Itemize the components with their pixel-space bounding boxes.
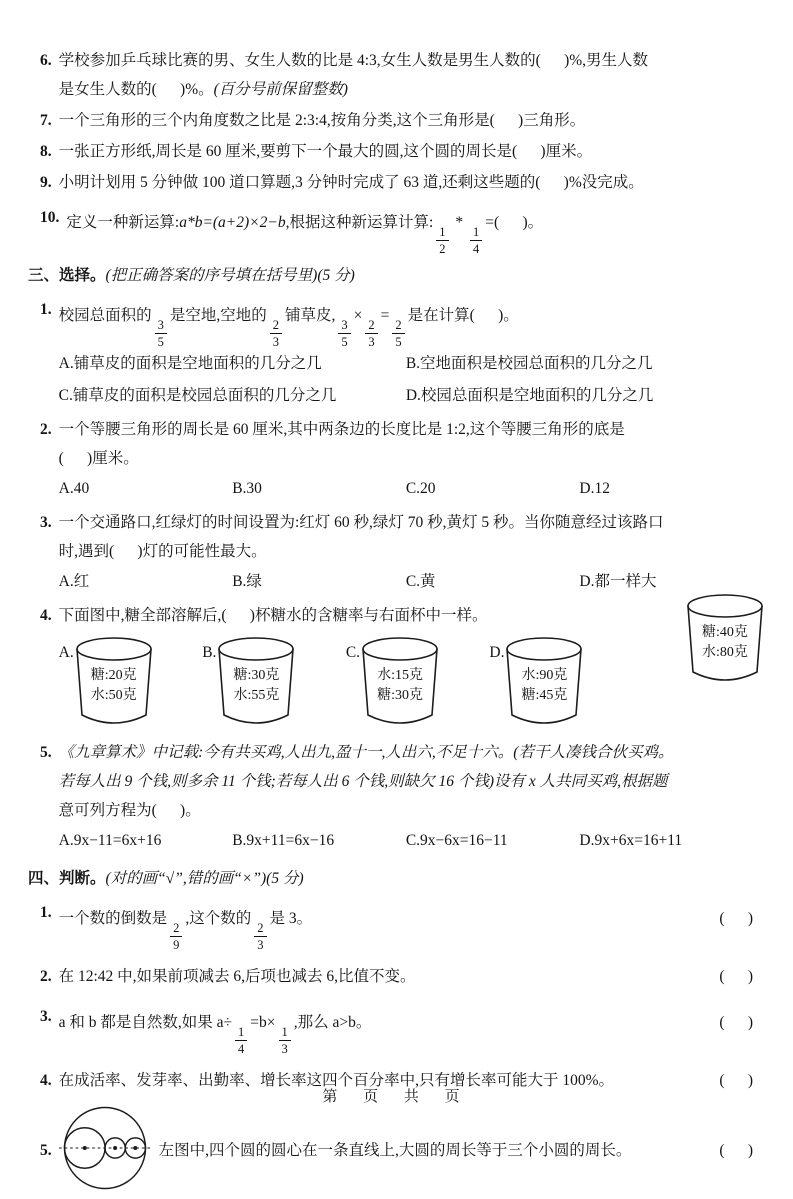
option-c: C.9x−6x=16−11: [405, 832, 508, 849]
math-expression: a*b=(a+2)×2−b: [179, 214, 286, 231]
judge-question-1: [40, 898, 753, 951]
answer-bracket: ( ): [719, 1072, 753, 1089]
question-number: 8.: [40, 143, 52, 160]
choice-question-4: [40, 601, 753, 734]
question-text: 学校参加乒乓球比赛的男、女生人数的比是 4:3,女生人数是男生人数的( )%,男生人数: [58, 52, 649, 69]
question-text: 一个数的倒数是 $\frac{2}{9}$ ,这个数的 $\frac{2}{3}$ 是 3。: [58, 910, 313, 952]
answer-bracket: ( ): [719, 968, 753, 985]
question-text: [66, 203, 753, 255]
cup-option-a: [59, 636, 203, 730]
fraction: $\frac{1}{4}$: [235, 1026, 247, 1055]
question-number: 1.: [40, 904, 52, 921]
option-b: B.绿: [232, 573, 262, 590]
option-c: C.20: [405, 480, 436, 497]
answer-bracket: ( ): [719, 910, 753, 927]
cup-label: A.: [58, 644, 74, 661]
question-text: 一个等腰三角形的周长是 60 厘米,其中两条边的长度比是 1:2,这个等腰三角形的底是: [58, 421, 625, 438]
question-text: 一个三角形的三个内角度数之比是 2:3:4,按角分类,这个三角形是( )三角形。: [58, 112, 586, 129]
operator: *: [451, 214, 468, 231]
options-row: [59, 826, 753, 855]
cup-option-c: [346, 636, 490, 730]
section-note: (把正确答案的序号填在括号里)(5 分): [105, 267, 355, 284]
question-number: 3.: [40, 1008, 52, 1025]
page-footer: 第 页 共 页: [322, 1089, 471, 1105]
section-note: (对的画“√”,错的画“×”)(5 分): [105, 870, 304, 887]
fraction: $\frac{1}{2}$: [436, 226, 448, 255]
question-text: 《九章算术》中记载:今有共买鸡,人出九,盈十一,人出六,不足十六。(若干人凑钱合伙买鸡。: [58, 744, 674, 761]
question-text: 校园总面积的 $\frac{3}{5}$ 是空地,空地的 $\frac{2}{3}$ 铺草皮, $\frac{3}{5}$ × $\frac{2}{3}$ = $\frac{2}{5}$ 是在计算( )。: [58, 307, 519, 349]
reference-cup: [685, 593, 765, 687]
question-number: 10.: [40, 209, 60, 226]
option-b: B.30: [232, 480, 262, 497]
question-text-part: ,根据这种新运算计算:: [285, 214, 434, 231]
judge-question-3: [40, 1002, 753, 1055]
fraction: $\frac{3}{5}$: [155, 319, 167, 348]
question-7: [40, 106, 753, 135]
section-header-choice: [28, 261, 753, 291]
question-text: 意可列方程为( )。: [58, 802, 201, 819]
answer-bracket: ( ): [719, 1142, 753, 1159]
cup-label: D.: [489, 644, 505, 661]
option-a: A.40: [58, 480, 90, 497]
question-number: 1.: [40, 301, 52, 318]
question-10: [40, 203, 753, 255]
options-row: [59, 567, 753, 596]
option-b: B.空地面积是校园总面积的几分之几: [405, 355, 653, 372]
option-a: A.红: [58, 573, 90, 590]
fraction: $\frac{2}{3}$: [270, 319, 282, 348]
option-d: D.都一样大: [579, 573, 657, 590]
circles-icon: [59, 1102, 151, 1194]
fraction: $\frac{3}{5}$: [338, 319, 350, 348]
fraction: $\frac{1}{4}$: [470, 226, 482, 255]
options-row: [59, 381, 753, 410]
question-text: 在 12:42 中,如果前项减去 6,后项也减去 6,比值不变。: [58, 968, 416, 985]
cup-contents: 糖:30克 水:55克: [233, 668, 280, 704]
option-d: D.12: [579, 480, 610, 497]
question-9: [40, 168, 753, 197]
options-row: [59, 474, 753, 503]
answer-bracket: ( ): [719, 1014, 753, 1031]
question-text: a 和 b 都是自然数,如果 a÷ $\frac{1}{4}$ =b× $\frac{1}{3}$ ,那么 a>b。: [58, 1014, 372, 1056]
question-text: 时,遇到( )灯的可能性最大。: [58, 543, 267, 560]
cup-option-b: [202, 636, 346, 730]
section-title: 四、判断。: [28, 870, 106, 887]
choice-question-5: [40, 738, 753, 858]
cup-a-figure: [74, 636, 154, 730]
cup-contents: 水:15克 糖:30克: [377, 668, 423, 704]
question-text: 下面图中,糖全部溶解后,( )杯糖水的含糖率与右面杯中一样。: [58, 607, 488, 624]
choice-question-3: [40, 508, 753, 599]
choice-question-1: [40, 295, 753, 413]
cups-row: [59, 636, 753, 730]
reference-cup-figure: [685, 593, 765, 687]
question-text: 左图中,四个圆的圆心在一条直线上,大圆的周长等于三个小圆的周长。: [158, 1142, 632, 1159]
question-6: [40, 46, 753, 104]
question-text-part: 定义一种新运算:: [66, 214, 180, 231]
question-8: [40, 137, 753, 166]
option-d: D.9x+6x=16+11: [579, 832, 683, 849]
circles-figure: [59, 1102, 151, 1199]
option-c: C.铺草皮的面积是校园总面积的几分之几: [58, 387, 337, 404]
question-number: 5.: [40, 744, 52, 761]
question-text-part: =( )。: [485, 214, 544, 231]
question-text: 一个交通路口,红绿灯的时间设置为:红灯 60 秒,绿灯 70 秒,黄灯 5 秒。当你随意经过该路口: [58, 514, 664, 531]
section-title: 三、选择。: [28, 267, 106, 284]
question-note: (百分号前保留整数): [213, 81, 348, 98]
question-number: 9.: [40, 174, 52, 191]
question-text-part: 是女生人数的( )%。: [58, 81, 214, 98]
question-number: 2.: [40, 421, 52, 438]
question-text: 小明计划用 5 分钟做 100 道口算题,3 分钟时完成了 63 道,还剩这些题的( )%没完成。: [58, 174, 644, 191]
judge-question-5: [40, 1102, 753, 1199]
cup-label: C.: [345, 644, 361, 661]
question-text: 若每人出 9 个钱,则多余 11 个钱;若每人出 6 个钱,则缺欠 16 个钱)设有 x 人共同买鸡,根据题: [58, 773, 668, 790]
option-a: A.9x−11=6x+16: [58, 832, 162, 849]
option-d: D.校园总面积是空地面积的几分之几: [405, 387, 654, 404]
option-a: A.铺草皮的面积是空地面积的几分之几: [58, 355, 322, 372]
options-row: [59, 349, 753, 378]
question-number: 2.: [40, 968, 52, 985]
question-number: 3.: [40, 514, 52, 531]
question-text: [59, 75, 753, 104]
question-number: 4.: [40, 607, 52, 624]
cup-c-figure: [360, 636, 440, 730]
cup-label: B.: [202, 644, 217, 661]
question-number: 5.: [40, 1142, 52, 1159]
judge-question-2: [40, 962, 753, 991]
fraction: $\frac{1}{3}$: [279, 1026, 291, 1055]
cup-d-figure: [504, 636, 584, 730]
fraction: $\frac{2}{3}$: [254, 922, 266, 951]
fraction: $\frac{2}{9}$: [170, 922, 182, 951]
question-text: ( )厘米。: [58, 450, 139, 467]
cup-contents: 水:90克 糖:45克: [521, 668, 568, 704]
cup-option-d: [489, 636, 633, 730]
option-b: B.9x+11=6x−16: [232, 832, 335, 849]
fraction: $\frac{2}{3}$: [365, 319, 377, 348]
choice-question-2: [40, 415, 753, 506]
question-text: 在成活率、发芽率、出勤率、增长率这四个百分率中,只有增长率可能大于 100%。: [58, 1072, 615, 1089]
question-text: 一张正方形纸,周长是 60 厘米,要剪下一个最大的圆,这个圆的周长是( )厘米。: [58, 143, 593, 160]
question-number: 4.: [40, 1072, 52, 1089]
question-number: 6.: [40, 52, 52, 69]
section-header-judge: [28, 864, 753, 894]
question-number: 7.: [40, 112, 52, 129]
cup-b-figure: [216, 636, 296, 730]
option-c: C.黄: [405, 573, 436, 590]
cup-contents: 糖:40克 水:80克: [702, 625, 748, 661]
fraction: $\frac{2}{5}$: [392, 319, 404, 348]
cup-contents: 糖:20克 水:50克: [90, 668, 137, 704]
